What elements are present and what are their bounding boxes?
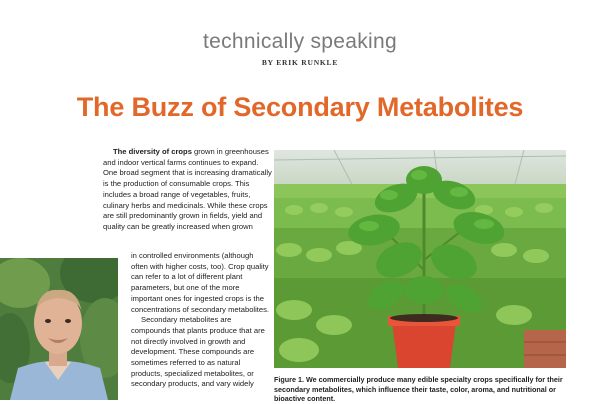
author-byline: BY ERIK RUNKLE: [261, 58, 339, 67]
article-body-top: [103, 147, 273, 233]
article-body-wrap: [131, 251, 271, 390]
paragraph-1-top: grown in greenhouses and indoor vertical farms continues to expand. One broad segment that is increasing dramatically is the production of consumable crops. This includes a broad range of vegetables, fruits, culinary herbs and medicinals. While these crops are still predominantly grown in fields, yield and quality can be greatly increased when grown: [103, 147, 272, 231]
paragraph-2: Secondary metabolites are compounds that plants produce that are not directly involved in growth and development. These compounds are sometimes referred to as natural products, specialized metabolites, or secondary products, and vary widely: [131, 315, 265, 389]
author-photo: [0, 258, 118, 400]
column-label: technically speaking: [203, 30, 397, 53]
basil-greenhouse-photo: [274, 150, 566, 368]
article-headline: The Buzz of Secondary Metabolites: [76, 92, 524, 122]
paragraph-1-continued: in controlled environments (although often with higher costs, too). Crop quality can refer to a lot of different plant parameters, but one of the more important ones for ingested crops is the concentrations of secondary metabolites.: [131, 251, 270, 314]
lead-in: The diversity of crops: [113, 147, 192, 156]
figure-caption: Figure 1. We commercially produce many edible specialty crops specifically for their secondary metabolites, which influence their taste, color, aroma, and nutritional or bioactive content.: [274, 375, 563, 403]
